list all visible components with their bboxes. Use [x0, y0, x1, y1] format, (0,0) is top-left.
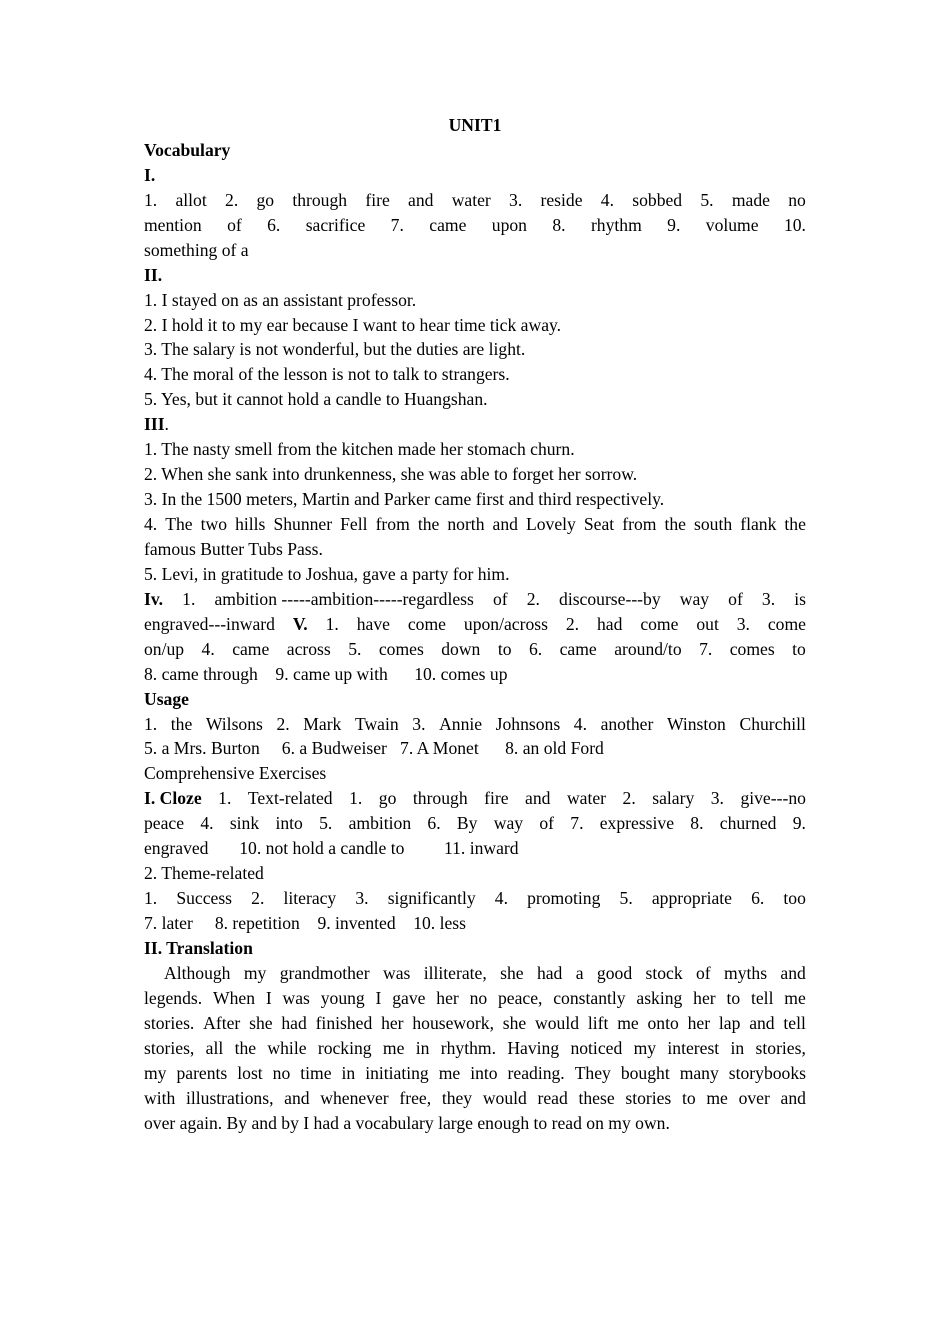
list-item: 3. In the 1500 meters, Martin and Parker came first and third respectively.	[144, 489, 665, 510]
word: with	[144, 1087, 176, 1108]
list-item: 2. I hold it to my ear because I want to hear time tick away.	[144, 314, 562, 335]
word: 2.	[276, 713, 290, 734]
word: would	[535, 1012, 580, 1033]
word: water	[566, 788, 607, 809]
word: noticed	[570, 1037, 623, 1058]
word: time	[300, 1062, 332, 1083]
text-line: 5. a Mrs. Burton 6. a Budweiser 7. A Monet 8. an old Ford	[144, 738, 604, 759]
word: young	[320, 987, 365, 1008]
list-item: 3. The salary is not wonderful, but the duties are light.	[144, 339, 526, 360]
word: Although	[164, 962, 231, 983]
word: down	[441, 638, 481, 659]
word: Wilsons	[205, 713, 263, 734]
justified-line	[144, 637, 806, 662]
text-line: something of a	[144, 239, 249, 260]
justified-line	[144, 811, 806, 836]
word: from	[375, 514, 410, 534]
justified-line	[144, 712, 806, 737]
word: in	[415, 1037, 430, 1058]
justified-line	[144, 961, 806, 986]
word: When	[212, 987, 255, 1008]
list-item: 5. Yes, but it cannot hold a candle to Huangshan.	[144, 389, 488, 410]
word: came	[232, 638, 270, 659]
word: lap	[718, 1012, 741, 1033]
word: the	[664, 514, 686, 534]
word: good	[596, 962, 633, 983]
word: Success	[176, 888, 233, 909]
word: through	[292, 189, 348, 210]
word: 10.	[783, 214, 806, 235]
list-item: 2. When she sank into drunkenness, she was able to forget her sorrow.	[144, 464, 638, 485]
word: flank	[740, 514, 777, 534]
word: her	[693, 987, 716, 1008]
word: her	[687, 1012, 711, 1033]
word: onto	[647, 1012, 679, 1033]
word: had	[596, 613, 623, 634]
document-page	[144, 113, 806, 1135]
word: I	[265, 987, 272, 1008]
word: 2.	[622, 788, 636, 809]
word: two	[200, 514, 228, 534]
word: my	[243, 962, 267, 983]
word: stock	[645, 962, 683, 983]
word: and	[284, 1087, 310, 1108]
word: 6.	[751, 888, 765, 909]
word: 1.	[325, 613, 339, 634]
word: had	[281, 1012, 307, 1033]
translation-heading: II. Translation	[144, 937, 253, 958]
word: and	[408, 189, 434, 210]
word: rhythm.	[440, 1037, 496, 1058]
word: to	[681, 1087, 696, 1108]
cloze-heading: I. Cloze	[144, 788, 202, 809]
word: 7.	[570, 813, 584, 834]
word: 4.	[573, 713, 587, 734]
word: and	[492, 514, 518, 534]
word: 8.	[690, 813, 704, 834]
justified-line	[144, 213, 806, 238]
word: fire	[484, 788, 509, 809]
word: Churchill	[739, 713, 806, 734]
word: ambition -----ambition-----regardless	[214, 588, 474, 609]
text-line: engraved 10. not hold a candle to 11. inward	[144, 838, 519, 859]
text-line: 8. came through 9. came up with 10. comes up	[144, 663, 508, 684]
word: she	[502, 1012, 527, 1033]
word: upon/across	[463, 613, 548, 634]
word: comes	[729, 638, 775, 659]
word: 9.	[792, 813, 806, 834]
justified-line	[144, 1086, 806, 1111]
word: 3.	[509, 189, 523, 210]
word: 3.	[412, 713, 426, 734]
word: no	[272, 1062, 291, 1083]
word: Having	[507, 1037, 560, 1058]
word: me	[784, 987, 806, 1008]
section-heading-iii-row	[144, 412, 806, 437]
word: and	[780, 962, 806, 983]
word: 4.	[201, 638, 215, 659]
word: out	[696, 613, 719, 634]
word: appropriate	[651, 888, 732, 909]
word: read	[537, 1087, 568, 1108]
word: come	[640, 613, 679, 634]
word: from	[622, 514, 657, 534]
word: Seat	[583, 514, 615, 534]
word: 9.	[667, 214, 681, 235]
word: came	[429, 214, 467, 235]
word: myths	[724, 962, 768, 983]
word: is	[794, 588, 806, 609]
justified-line	[144, 587, 806, 612]
justified-line	[144, 1061, 806, 1086]
justified-line	[144, 1011, 806, 1036]
word: the	[234, 1037, 257, 1058]
word: Mark	[303, 713, 342, 734]
word: 2.	[526, 588, 540, 609]
word: south	[694, 514, 733, 534]
word: and	[749, 1012, 775, 1033]
word: in	[730, 1037, 745, 1058]
word: give---no	[740, 788, 806, 809]
word: came	[559, 638, 597, 659]
section-heading-iv: Iv.	[144, 588, 164, 609]
word: legends.	[144, 987, 203, 1008]
word: peace,	[497, 987, 543, 1008]
word: stories,	[755, 1037, 806, 1058]
word: Fell	[340, 514, 368, 534]
word: 3.	[355, 888, 369, 909]
justified-line	[144, 188, 806, 213]
word: the	[784, 514, 806, 534]
word: Shunner	[273, 514, 333, 534]
word: across	[286, 638, 331, 659]
word: asking	[636, 987, 683, 1008]
word: illustrations,	[185, 1087, 274, 1108]
word: They	[574, 1062, 611, 1083]
word: come	[407, 613, 446, 634]
word: rhythm	[590, 214, 642, 235]
word: Lovely	[526, 514, 576, 534]
section-heading-ii: II.	[144, 264, 163, 285]
word: of	[696, 962, 711, 983]
word: literacy	[283, 888, 337, 909]
comprehensive-heading: Comprehensive Exercises	[144, 763, 327, 784]
word: 4.	[200, 813, 214, 834]
heading-period: .	[164, 414, 169, 435]
word: After	[203, 1012, 241, 1033]
word: a	[575, 962, 584, 983]
word: around/to	[614, 638, 682, 659]
word: bought	[620, 1062, 670, 1083]
word: salary	[652, 788, 695, 809]
word: to	[792, 638, 806, 659]
word: Text-related	[247, 788, 333, 809]
word: 1.	[144, 713, 158, 734]
justified-line	[144, 786, 806, 811]
word: on/up	[144, 638, 185, 659]
word: tell	[783, 1012, 806, 1033]
list-item: 1. I stayed on as an assistant professor.	[144, 289, 417, 310]
word: 5.	[700, 189, 714, 210]
word: 4.	[144, 514, 158, 534]
list-item: 4. The moral of the lesson is not to talk to strangers.	[144, 364, 510, 385]
word: free,	[399, 1087, 432, 1108]
word: Winston	[666, 713, 726, 734]
section-heading-iii: III	[144, 414, 165, 435]
word: her	[381, 1012, 404, 1033]
word: many	[679, 1062, 719, 1083]
word: me	[438, 1062, 461, 1083]
justified-line	[144, 1036, 806, 1061]
word: housework,	[412, 1012, 494, 1033]
word: 5.	[348, 638, 362, 659]
word: these	[578, 1087, 615, 1108]
word: 1.	[218, 788, 232, 809]
word: reading.	[507, 1062, 565, 1083]
word: go	[378, 788, 397, 809]
word: 6.	[427, 813, 441, 834]
word: north	[447, 514, 485, 534]
word: come	[767, 613, 806, 634]
word: over	[738, 1087, 770, 1108]
word: 4.	[600, 189, 614, 210]
word: into	[470, 1062, 498, 1083]
word: 1.	[144, 189, 158, 210]
word: grandmother	[279, 962, 370, 983]
word: ambition	[348, 813, 412, 834]
word: of	[227, 214, 242, 235]
word: 7.	[699, 638, 713, 659]
justified-line	[144, 612, 806, 637]
word: lift	[587, 1012, 609, 1033]
word: she	[500, 962, 524, 983]
word: Twain	[354, 713, 399, 734]
word: finished	[315, 1012, 373, 1033]
word: I	[375, 987, 382, 1008]
text-line: 7. later 8. repetition 9. invented 10. less	[144, 913, 466, 933]
word: churned	[719, 813, 777, 834]
usage-heading: Usage	[144, 688, 189, 709]
word: 2.	[225, 189, 239, 210]
word: 3.	[736, 613, 750, 634]
word: me	[382, 1037, 405, 1058]
section-heading-i: I.	[144, 164, 156, 185]
word: hills	[235, 514, 266, 534]
word: sacrifice	[305, 214, 366, 235]
word: mention	[144, 214, 202, 235]
word: 1.	[349, 788, 363, 809]
word: made	[731, 189, 770, 210]
word: 4.	[494, 888, 508, 909]
word: into	[275, 813, 303, 834]
word: of	[728, 588, 743, 609]
word: upon	[491, 214, 527, 235]
word: 1.	[144, 888, 158, 909]
word: my	[144, 1062, 167, 1083]
word: 5.	[319, 813, 333, 834]
word: gave	[392, 987, 426, 1008]
word: have	[356, 613, 390, 634]
word: to	[726, 987, 741, 1008]
word: The	[165, 514, 193, 534]
word: fire	[365, 189, 390, 210]
word: 2.	[251, 888, 265, 909]
word: promoting	[527, 888, 601, 909]
vocabulary-heading: Vocabulary	[144, 139, 231, 160]
word: go	[256, 189, 275, 210]
word: illiterate,	[423, 962, 487, 983]
word: the	[170, 713, 193, 734]
word: they	[441, 1087, 473, 1108]
word: had	[536, 962, 563, 983]
word: all	[205, 1037, 224, 1058]
word: 6.	[267, 214, 281, 235]
word: 2.	[565, 613, 580, 634]
word: sobbed	[632, 189, 683, 210]
word: 3.	[710, 788, 724, 809]
word: sink	[229, 813, 260, 834]
word: volume	[705, 214, 759, 235]
word: storybooks	[728, 1062, 806, 1083]
word: By	[456, 813, 478, 834]
word: engraved---inward	[144, 613, 275, 634]
word: way	[493, 813, 524, 834]
word: me	[617, 1012, 639, 1033]
word: stories.	[144, 1012, 195, 1033]
word: was	[382, 962, 411, 983]
word: she	[249, 1012, 273, 1033]
word: initiating	[365, 1062, 429, 1083]
word: significantly	[387, 888, 476, 909]
list-item: 1. The nasty smell from the kitchen made her stomach churn.	[144, 439, 575, 460]
word: of	[539, 813, 554, 834]
word: rocking	[317, 1037, 372, 1058]
word: would	[482, 1087, 527, 1108]
justified-line	[144, 986, 806, 1011]
word: too	[783, 888, 806, 909]
justified-line	[144, 512, 806, 537]
word: allot	[175, 189, 207, 210]
word: way	[679, 588, 710, 609]
word: no	[788, 189, 806, 210]
word: parents	[176, 1062, 228, 1083]
word: 6.	[528, 638, 543, 659]
word: stories,	[144, 1037, 195, 1058]
word: expressive	[599, 813, 675, 834]
text-line: over again. By and by I had a vocabulary large enough to read on my own.	[144, 1112, 670, 1133]
word: comes	[378, 638, 424, 659]
word: water	[451, 189, 491, 210]
word: peace	[144, 813, 185, 834]
word: 1.	[182, 588, 196, 609]
word: her	[436, 987, 459, 1008]
word: interest	[667, 1037, 720, 1058]
word: discourse---by	[559, 588, 661, 609]
word: 7.	[390, 214, 404, 235]
word: lost	[237, 1062, 263, 1083]
word: another	[600, 713, 654, 734]
word: whenever	[320, 1087, 389, 1108]
word: 5.	[619, 888, 633, 909]
theme-heading: 2. Theme-related	[144, 863, 264, 884]
word: to	[497, 638, 512, 659]
word: and	[525, 788, 551, 809]
word: Johnsons	[495, 713, 561, 734]
text-line: famous Butter Tubs Pass.	[144, 538, 323, 559]
word: through	[412, 788, 468, 809]
word: while	[267, 1037, 307, 1058]
word: reside	[540, 189, 583, 210]
word: was	[282, 987, 310, 1008]
word: and	[780, 1087, 806, 1108]
word: no	[469, 987, 488, 1008]
section-heading-v: V.	[292, 613, 308, 634]
word: my	[633, 1037, 657, 1058]
word: 3.	[761, 588, 776, 609]
word: Annie	[439, 713, 483, 734]
word: of	[492, 588, 508, 609]
justified-line	[144, 886, 806, 911]
page-title: UNIT1	[448, 115, 502, 135]
word: in	[341, 1062, 356, 1083]
word: me	[706, 1087, 728, 1108]
word: stories	[625, 1087, 672, 1108]
word: the	[417, 514, 440, 534]
word: constantly	[553, 987, 626, 1008]
list-item: 5. Levi, in gratitude to Joshua, gave a party for him.	[144, 563, 510, 584]
word: tell	[750, 987, 774, 1008]
word: 8.	[552, 214, 566, 235]
